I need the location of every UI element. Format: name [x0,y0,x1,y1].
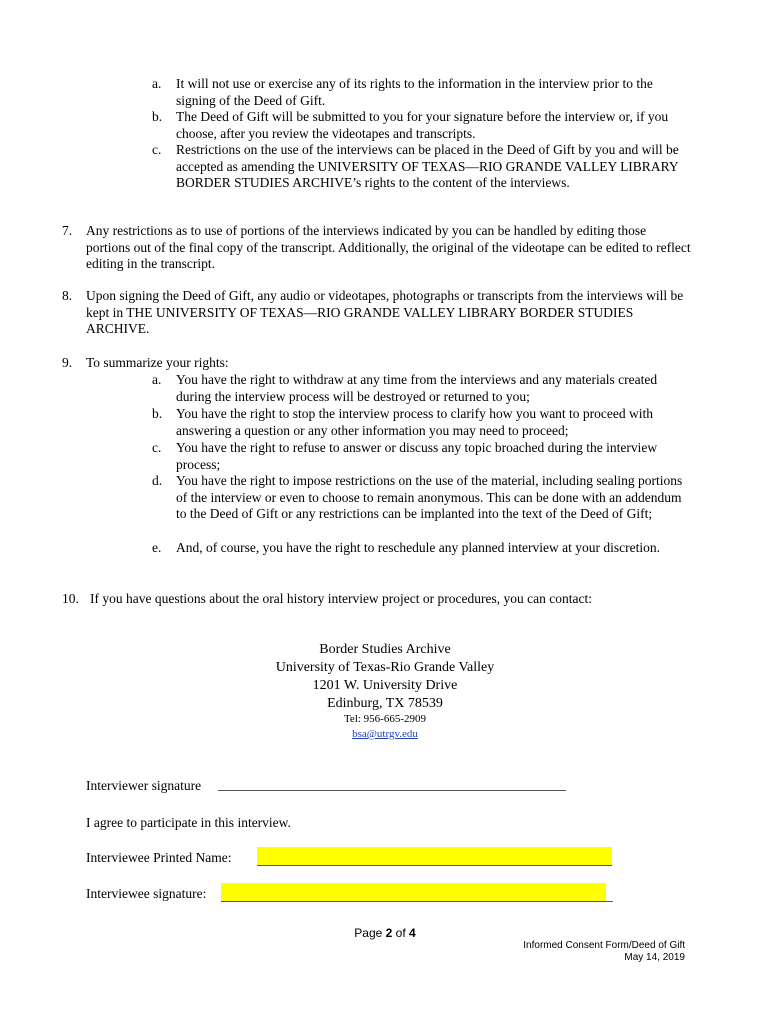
list-item-8 [62,288,692,338]
list-marker: c. [152,440,162,455]
rights-item-b [152,406,692,439]
rights-item-e [152,540,692,557]
list-marker: 10. [62,591,79,606]
list-text: Any restrictions as to use of portions of the interviews indicated by you can be handled by editing those portions out of the final copy of the transcript. Additionally, the original of the videotape can be edited to reflect editing in the transcript. [86,223,691,272]
list-marker: b. [152,109,163,124]
footer-date: May 14, 2019 [624,952,685,963]
rights-item-d [152,473,692,523]
list-text: Upon signing the Deed of Gift, any audio or videotapes, photographs or transcripts from the interviews will be kept in THE UNIVERSITY OF TEXAS—RIO GRANDE VALLEY LIBRARY BORDER STUDIES ARCHIVE. [86,288,684,337]
list-text: To summarize your rights: [86,355,229,370]
list-marker: a. [152,76,162,91]
list-text: You have the right to refuse to answer or discuss any topic broached during the interview process; [176,440,658,472]
list-marker: b. [152,406,163,421]
interviewer-signature-label: Interviewer signature [86,778,202,793]
list-marker: 9. [62,355,73,370]
printed-name-field[interactable] [257,847,612,866]
page-prefix: Page [354,926,386,940]
list-text: The Deed of Gift will be submitted to you for your signature before the interview or, if you choose, after you review the videotapes and transcripts. [176,109,669,141]
list-text: You have the right to impose restrictions on the use of the material, including sealing portions of the interview or even to choose to remain anonymous. This can be done with an addendum to the Deed of Gift or any restrictions can be implanted into the text of the Deed of Gift; [176,473,683,522]
list-marker: d. [152,473,163,488]
rights-item-a [152,372,692,405]
interviewee-signature-label: Interviewee signature: [86,886,207,901]
list-text: Restrictions on the use of the interviews can be placed in the Deed of Gift by you and will be accepted as amending the UNIVERSITY OF TEXAS—RIO GRANDE VALLEY LIBRARY BORDER STUDIES ARCHIVE’s rights to the content of the interviews. [176,142,679,191]
contact-name: Border Studies Archive [319,642,451,657]
list-item-10 [62,591,702,608]
contact-city: Edinburg, TX 78539 [327,696,443,711]
list-marker: a. [152,372,162,387]
list-text: If you have questions about the oral history interview project or procedures, you can contact: [90,591,592,606]
list-text: You have the right to stop the interview process to clarify how you want to proceed with answering a question or any other information you may need to proceed; [176,406,654,438]
page-current: 2 [385,926,393,940]
page-number [0,926,770,940]
rights-item-c [152,440,692,473]
list-item-6b [152,109,692,142]
contact-street: 1201 W. University Drive [312,678,458,693]
list-text: And, of course, you have the right to reschedule any planned interview at your discretion. [176,540,660,555]
list-text: It will not use or exercise any of its rights to the information in the interview prior to the signing of the Deed of Gift. [176,76,653,108]
contact-email-link[interactable]: bsa@utrgv.edu [352,728,418,740]
footer-form-name: Informed Consent Form/Deed of Gift [523,940,685,951]
contact-email-row [0,727,770,741]
list-marker: 7. [62,223,73,238]
page-of: of [392,926,410,940]
printed-name-label: Interviewee Printed Name: [86,850,232,865]
agree-statement: I agree to participate in this interview. [86,815,291,830]
interviewer-signature-line[interactable] [218,790,566,791]
list-marker: e. [152,540,162,555]
list-item-9 [62,355,692,372]
contact-university: University of Texas-Rio Grande Valley [275,660,495,675]
page-total: 4 [409,926,416,940]
interviewee-signature-line [221,901,613,902]
interviewee-signature-field[interactable] [221,883,606,902]
list-item-6a [152,76,692,109]
printed-name-line [257,865,612,866]
list-text: You have the right to withdraw at any time from the interviews and any materials created during the interview process will be destroyed or returned to you; [176,372,658,404]
list-item-7 [62,223,692,273]
contact-tel: Tel: 956-665-2909 [343,713,427,725]
list-item-6c [152,142,692,192]
list-marker: c. [152,142,162,157]
list-marker: 8. [62,288,73,303]
footer-meta [385,940,685,964]
